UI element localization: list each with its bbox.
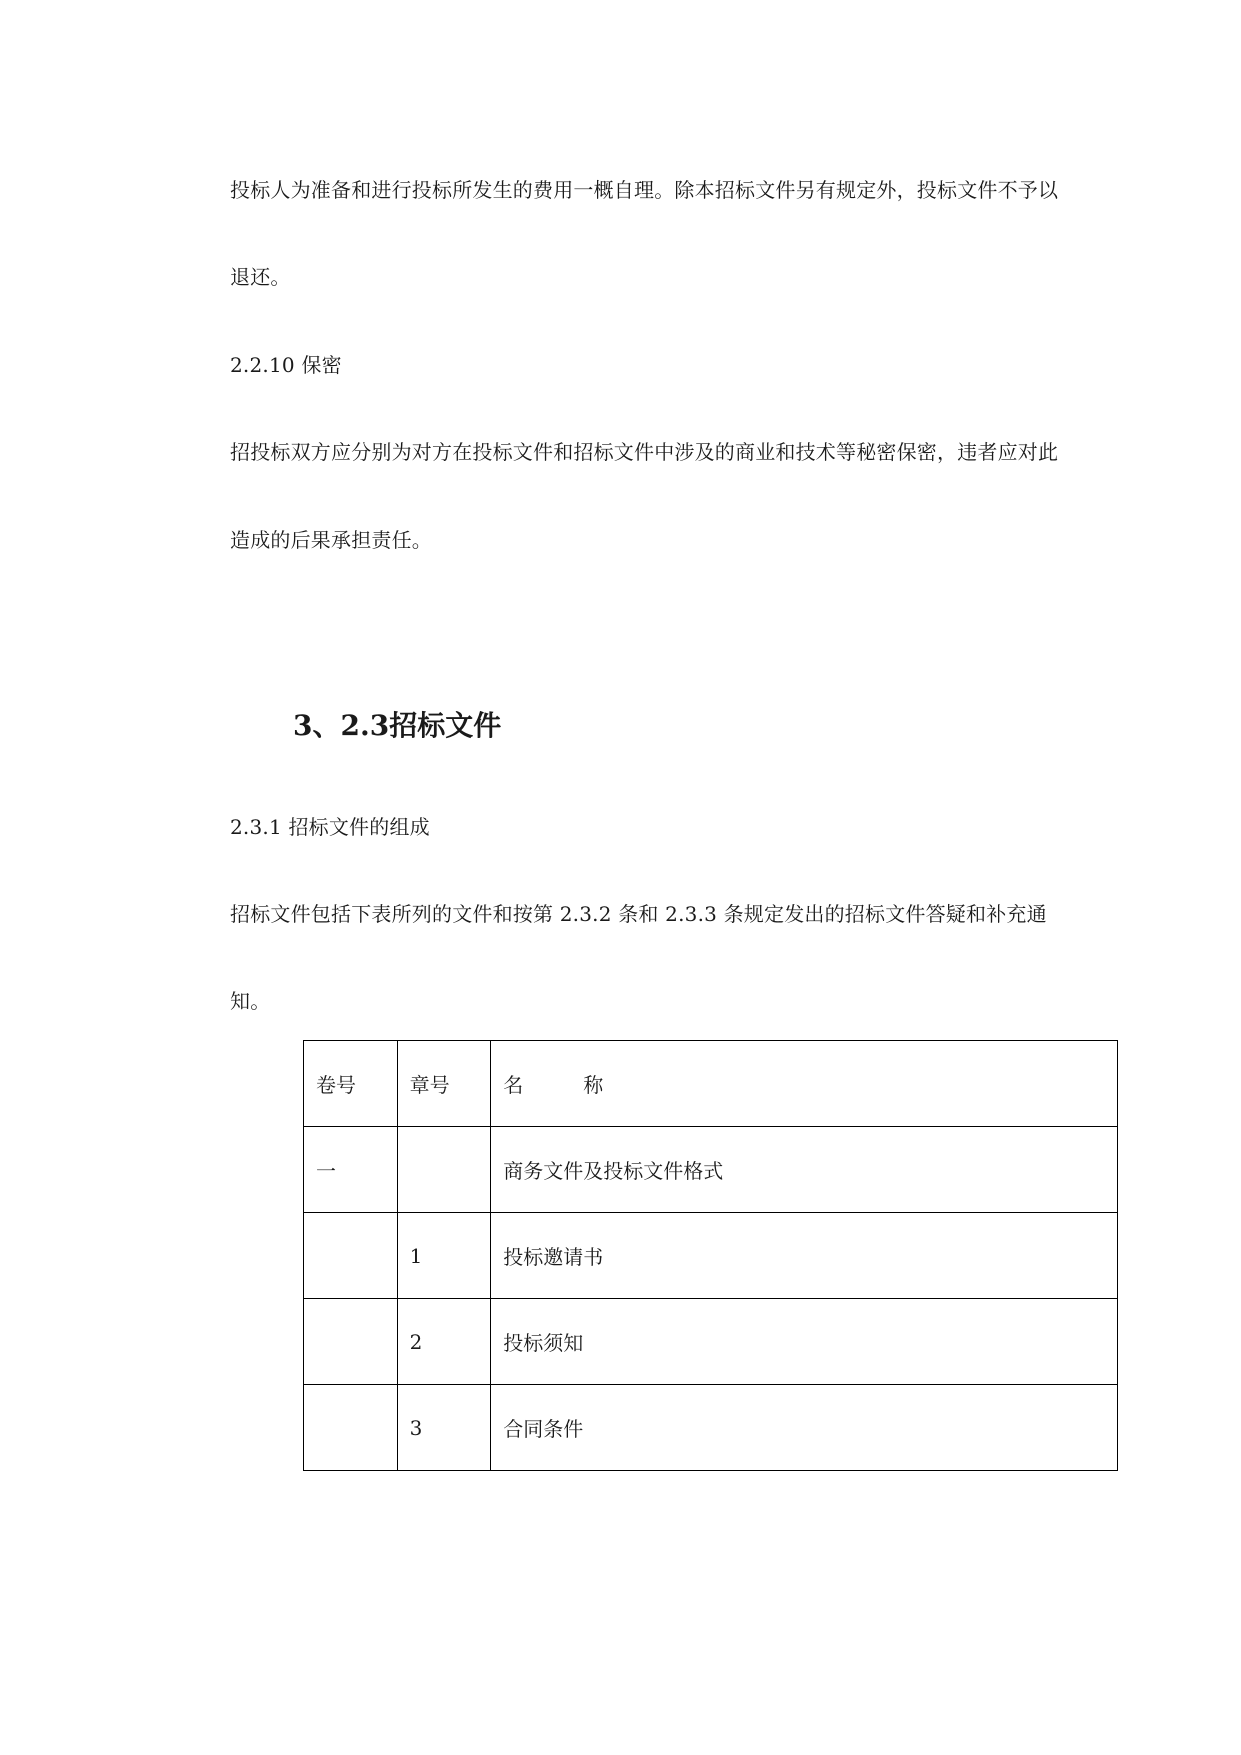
paragraph-cost-line-1: 投标人为准备和进行投标所发生的费用一概自理。除本招标文件另有规定外，投标文件不予以	[230, 178, 1059, 202]
section-heading: 3、2.3招标文件	[293, 709, 502, 742]
table-row	[304, 1299, 1118, 1385]
table-row	[304, 1213, 1118, 1299]
table-cell: 3	[397, 1385, 491, 1471]
paragraph-confidentiality-line-2: 造成的后果承担责任。	[230, 528, 432, 552]
paragraph-confidentiality-line-1: 招投标双方应分别为对方在投标文件和招标文件中涉及的商业和技术等秘密保密，违者应对此	[230, 440, 1059, 464]
table-row	[304, 1385, 1118, 1471]
paragraph-cost-line-2: 退还。	[230, 265, 291, 289]
table-cell	[304, 1385, 398, 1471]
table-cell: 投标须知	[491, 1299, 1118, 1385]
document-table	[303, 1040, 1118, 1471]
table-cell: 1	[397, 1213, 491, 1299]
table-header-row	[304, 1041, 1118, 1127]
table-cell	[304, 1213, 398, 1299]
table-cell	[304, 1299, 398, 1385]
table-cell: 一	[304, 1127, 398, 1213]
subheading-2-2-10: 2.2.10 保密	[230, 353, 342, 377]
paragraph-composition-line-2: 知。	[230, 989, 271, 1013]
table-header-cell: 名 称	[491, 1041, 1118, 1127]
table-row	[304, 1127, 1118, 1213]
table-cell: 合同条件	[491, 1385, 1118, 1471]
table-cell	[397, 1127, 491, 1213]
subheading-2-3-1: 2.3.1 招标文件的组成	[230, 815, 430, 839]
table-cell: 商务文件及投标文件格式	[491, 1127, 1118, 1213]
table-cell: 2	[397, 1299, 491, 1385]
table-cell: 投标邀请书	[491, 1213, 1118, 1299]
table-header-cell: 卷号	[304, 1041, 398, 1127]
paragraph-composition-line-1: 招标文件包括下表所列的文件和按第 2.3.2 条和 2.3.3 条规定发出的招标文件答疑和补充通	[230, 902, 1047, 926]
table-header-cell: 章号	[397, 1041, 491, 1127]
